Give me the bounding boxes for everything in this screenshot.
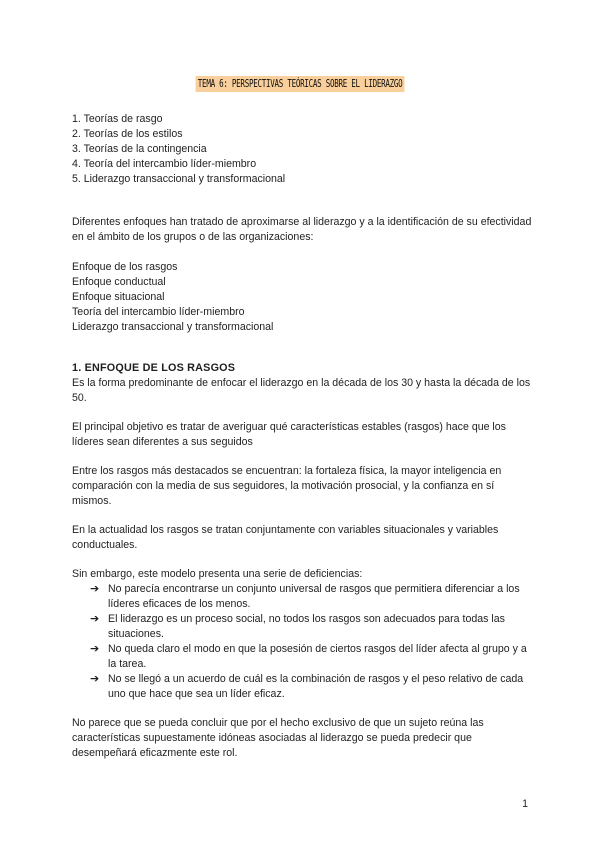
paragraph: Entre los rasgos más destacados se encuentran: la fortaleza física, la mayor inteligencia en comparación con la media de sus seguidores, la motivación prosocial, y la confianza en sí mismos. — [72, 465, 502, 507]
arrow-bullet-icon: ➔ — [90, 673, 100, 685]
intro-paragraph — [72, 215, 532, 245]
title-container — [0, 76, 600, 92]
intro-text: Diferentes enfoques han tratado de aproximarse al liderazgo y a la identificación de su efectividad en el ámbito de los grupos o de las organizaciones: — [72, 216, 532, 243]
section-heading: 1. ENFOQUE DE LOS RASGOS — [72, 362, 236, 374]
deficiency-text: No parecía encontrarse un conjunto universal de rasgos que permitiera diferenciar a los líderes eficaces de los menos. — [108, 583, 520, 610]
page-title: TEMA 6: PERSPECTIVAS TEÓRICAS SOBRE EL LIDERAZGO — [196, 76, 405, 92]
toc-item: 4. Teoría del intercambio líder-miembro — [72, 158, 257, 170]
approaches-list — [72, 260, 532, 335]
deficiency-list — [72, 582, 532, 702]
approach-item: Enfoque de los rasgos — [72, 261, 178, 273]
paragraph: Es la forma predominante de enfocar el liderazgo en la década de los 30 y hasta la década de los 50. — [72, 377, 531, 404]
toc-item: 3. Teorías de la contingencia — [72, 143, 207, 155]
approach-item: Liderazgo transaccional y transformacional — [72, 321, 274, 333]
deficiency-text: No queda claro el modo en que la posesión de ciertos rasgos del líder afecta al grupo y a la tarea. — [108, 643, 527, 670]
deficiency-text: El liderazgo es un proceso social, no todos los rasgos son adecuados para todas las situaciones. — [108, 613, 505, 640]
deficiency-text: No se llegó a un acuerdo de cuál es la combinación de rasgos y el peso relativo de cada uno que hace que sea un líder eficaz. — [108, 673, 524, 700]
arrow-bullet-icon: ➔ — [90, 643, 100, 655]
toc-item: 1. Teorías de rasgo — [72, 113, 163, 125]
approach-item: Enfoque conductual — [72, 276, 166, 288]
approach-item: Teoría del intercambio líder-miembro — [72, 306, 245, 318]
deficiency-item — [72, 642, 532, 672]
table-of-contents — [72, 112, 532, 187]
paragraph: Sin embargo, este modelo presenta una serie de deficiencias: — [72, 568, 363, 580]
deficiency-item — [72, 672, 532, 702]
paragraph: No parece que se pueda concluir que por el hecho exclusivo de que un sujeto reúna las características supuestamente idóneas asociadas al liderazgo se pueda predecir que desempeñará eficazmente este rol. — [72, 717, 484, 759]
toc-item: 2. Teorías de los estilos — [72, 128, 183, 140]
toc-item: 5. Liderazgo transaccional y transformacional — [72, 173, 286, 185]
deficiency-item — [72, 582, 532, 612]
arrow-bullet-icon: ➔ — [90, 583, 100, 595]
page-number: 1 — [522, 798, 528, 810]
section-traits — [72, 361, 532, 761]
paragraph: En la actualidad los rasgos se tratan conjuntamente con variables situacionales y variables conductuales. — [72, 524, 499, 551]
deficiency-item — [72, 612, 532, 642]
approach-item: Enfoque situacional — [72, 291, 165, 303]
paragraph: El principal objetivo es tratar de averiguar qué características estables (rasgos) hace que los líderes sean diferentes a sus seguidos — [72, 421, 506, 448]
arrow-bullet-icon: ➔ — [90, 613, 100, 625]
